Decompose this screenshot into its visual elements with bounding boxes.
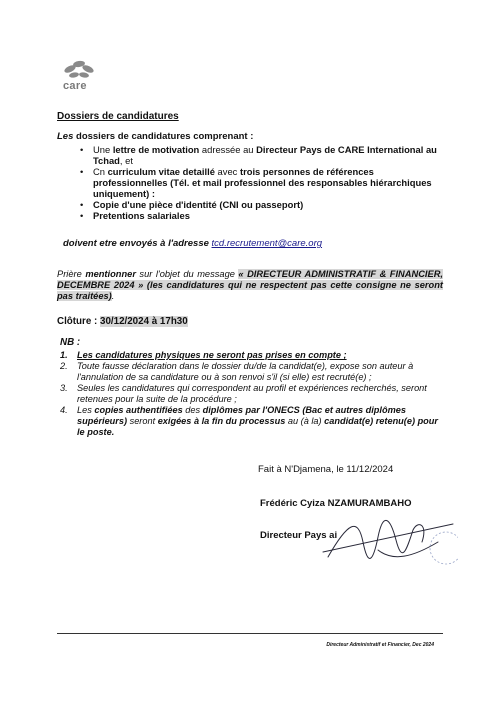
nb-heading: NB : bbox=[60, 337, 81, 348]
care-logo-mark-icon bbox=[60, 58, 98, 82]
section-title: Dossiers de candidatures bbox=[57, 111, 179, 122]
care-logo bbox=[60, 58, 98, 94]
signer-name: Frédéric Cyiza NZAMURAMBAHO bbox=[260, 498, 412, 509]
footer-divider bbox=[57, 633, 443, 634]
place-date: Fait à N'Djamena, le 11/12/2024 bbox=[258, 464, 394, 475]
subject-instruction bbox=[57, 269, 443, 302]
note-text: Les bbox=[77, 405, 95, 415]
note-text: Les candidatures physiques ne seront pas prises en compte ; bbox=[77, 350, 347, 360]
item-text: Une bbox=[93, 144, 113, 155]
signer-role: Directeur Pays ai bbox=[260, 530, 338, 541]
note-number: 1. bbox=[60, 350, 68, 360]
note-text: seront bbox=[127, 416, 158, 426]
item-bold: lettre de motivation bbox=[112, 144, 200, 155]
item-text: Cn bbox=[93, 166, 108, 177]
send-text: doivent etre envoyés à l'adresse bbox=[63, 238, 212, 249]
list-item bbox=[80, 144, 450, 166]
subject-text: Prière bbox=[57, 269, 86, 279]
send-line bbox=[63, 238, 322, 249]
intro-lead: Les bbox=[57, 131, 74, 142]
list-item bbox=[60, 405, 446, 438]
subject-highlight: « DIRECTEUR ADMINISTRATIF & FINANCIER, DECEMBRE 2024 » (les candidatures qui ne respectent pas cette consigne ne seront pas traitées) bbox=[57, 269, 443, 301]
note-bold: diplômes par l'ONECS (Bac et autres diplômes supérieurs) bbox=[77, 405, 406, 426]
closing-label: Clôture : bbox=[57, 316, 100, 327]
list-item bbox=[80, 199, 450, 210]
recruitment-email-link[interactable]: tcd.recrutement@care.org bbox=[211, 238, 323, 249]
intro-rest: dossiers de candidatures comprenant : bbox=[73, 131, 254, 142]
notes-list bbox=[60, 350, 446, 438]
subject-text: sur l'objet du message bbox=[135, 269, 239, 279]
subject-text: . bbox=[111, 291, 115, 301]
note-text: au (à la) bbox=[285, 416, 325, 426]
note-number: 3. bbox=[60, 383, 68, 393]
note-bold: candidat(e) retenu(e) pour le poste. bbox=[77, 416, 438, 437]
item-text: , et bbox=[119, 155, 133, 166]
note-bold: copies authentifiées bbox=[94, 405, 183, 415]
note-text: Seules les candidatures qui correspondent au profil et expériences recherchés, seront retenues pour la suite de la procédure ; bbox=[77, 383, 427, 404]
handwritten-signature bbox=[318, 512, 458, 572]
list-item bbox=[60, 350, 446, 361]
list-item bbox=[80, 210, 450, 221]
care-logo-word: care bbox=[63, 80, 87, 92]
list-item bbox=[60, 361, 446, 383]
closing-date-line bbox=[57, 316, 188, 327]
item-bold: Directeur Pays de CARE International au Tchad bbox=[93, 144, 437, 166]
note-text: des bbox=[182, 405, 203, 415]
item-bold: trois personnes de références professionnelles (Tél. et mail professionnel des responsables hiérarchiques uniquement) : bbox=[93, 166, 432, 199]
note-text: Toute fausse déclaration dans le dossier du/de la candidat(e), expose son auteur à l'annulation de sa candidature ou à son renvoi s'il (si elle) est recruté(e) ; bbox=[77, 361, 414, 382]
note-number: 2. bbox=[60, 361, 68, 371]
subject-bold: mentionner bbox=[85, 269, 136, 279]
item-text: avec bbox=[214, 166, 240, 177]
item-text: adressée au bbox=[199, 144, 257, 155]
requirements-list bbox=[80, 144, 450, 221]
list-item bbox=[80, 166, 450, 199]
item-bold: Copie d'une pièce d'identité (CNI ou passeport) bbox=[93, 199, 304, 210]
note-bold: exigées à la fin du processus bbox=[157, 416, 286, 426]
item-bold: Pretentions salariales bbox=[93, 210, 190, 221]
closing-date: 30/12/2024 à 17h30 bbox=[100, 316, 188, 327]
note-number: 4. bbox=[60, 405, 68, 415]
footer-text: Directeur Administratif et Financier, Dec 2024 bbox=[326, 642, 434, 648]
intro-line bbox=[57, 131, 253, 142]
list-item bbox=[60, 383, 446, 405]
item-bold: curriculum vitae detaillé bbox=[107, 166, 215, 177]
